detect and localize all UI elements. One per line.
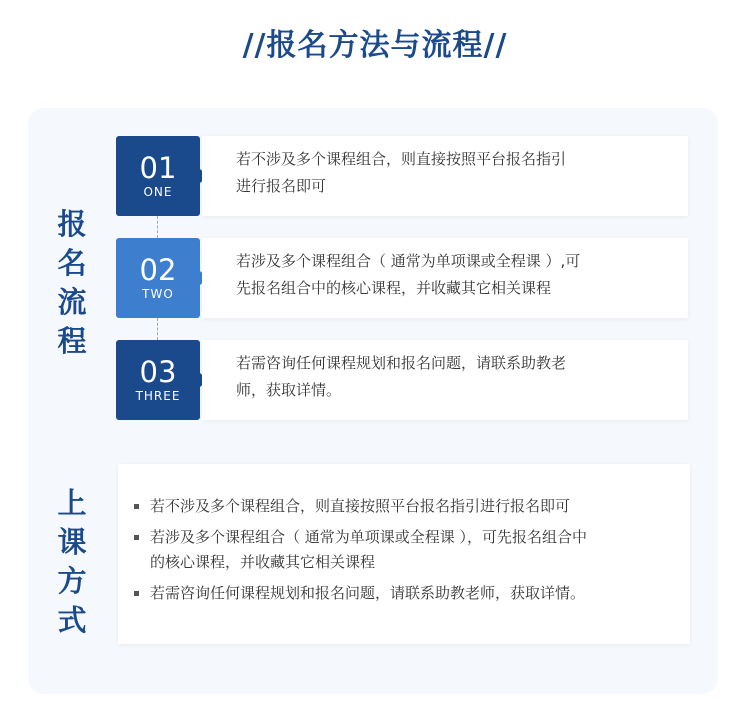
step-word: TWO: [142, 287, 174, 301]
method-label-char: 方: [57, 564, 87, 598]
page-title: //报名方法与流程//: [242, 28, 508, 63]
step-text-line: 进行报名即可: [236, 177, 327, 195]
step-text-line: 若需咨询任何课程规划和报名问题，请联系助教老: [236, 354, 567, 372]
method-text-line: 若需咨询任何课程规划和报名问题，请联系助教老师，获取详情。: [150, 584, 586, 602]
process-label-char: 流: [57, 285, 87, 319]
process-step-2: [116, 238, 688, 318]
step-description: [202, 340, 688, 420]
step-text-line: 先报名组合中的核心课程，并收藏其它相关课程: [236, 279, 552, 297]
step-number: 01: [139, 151, 177, 185]
step-badge: [116, 340, 200, 420]
method-label-char: 式: [57, 603, 87, 637]
method-text-line: 若涉及多个课程组合（ 通常为单项课或全程课 ），可先报名组合中: [150, 528, 588, 546]
method-text-line: 的核心课程，并收藏其它相关课程: [150, 553, 376, 571]
method-text-line: 若不涉及多个课程组合，则直接按照平台报名指引进行报名即可: [150, 497, 571, 515]
step-word: THREE: [135, 389, 181, 403]
step-word: ONE: [143, 185, 173, 199]
bullet-icon: [134, 504, 139, 509]
process-label-char: 名: [57, 246, 87, 280]
step-connector: [157, 318, 158, 340]
process-section-label: [52, 205, 92, 361]
step-badge: [116, 238, 200, 318]
process-step-3: [116, 340, 688, 420]
method-label-char: 课: [57, 525, 87, 559]
step-text-line: 师，获取详情。: [236, 381, 342, 399]
method-label-char: 上: [57, 486, 87, 520]
step-number: 03: [139, 355, 177, 389]
bullet-icon: [134, 535, 139, 540]
step-connector: [157, 216, 158, 238]
step-description: [202, 238, 688, 318]
process-step-1: [116, 136, 688, 216]
method-list-item: [132, 494, 674, 519]
bullet-icon: [134, 591, 139, 596]
step-text-line: 若不涉及多个课程组合，则直接按照平台报名指引: [236, 150, 567, 168]
process-label-char: 报: [57, 207, 87, 241]
method-list-item: [132, 525, 674, 575]
step-badge: [116, 136, 200, 216]
method-section-label: [52, 484, 92, 640]
method-list-item: [132, 581, 674, 606]
step-text-line: 若涉及多个课程组合（ 通常为单项课或全程课 ）,可: [236, 252, 581, 270]
method-card: [118, 464, 690, 644]
step-number: 02: [139, 253, 177, 287]
process-label-char: 程: [57, 324, 87, 358]
step-description: [202, 136, 688, 216]
